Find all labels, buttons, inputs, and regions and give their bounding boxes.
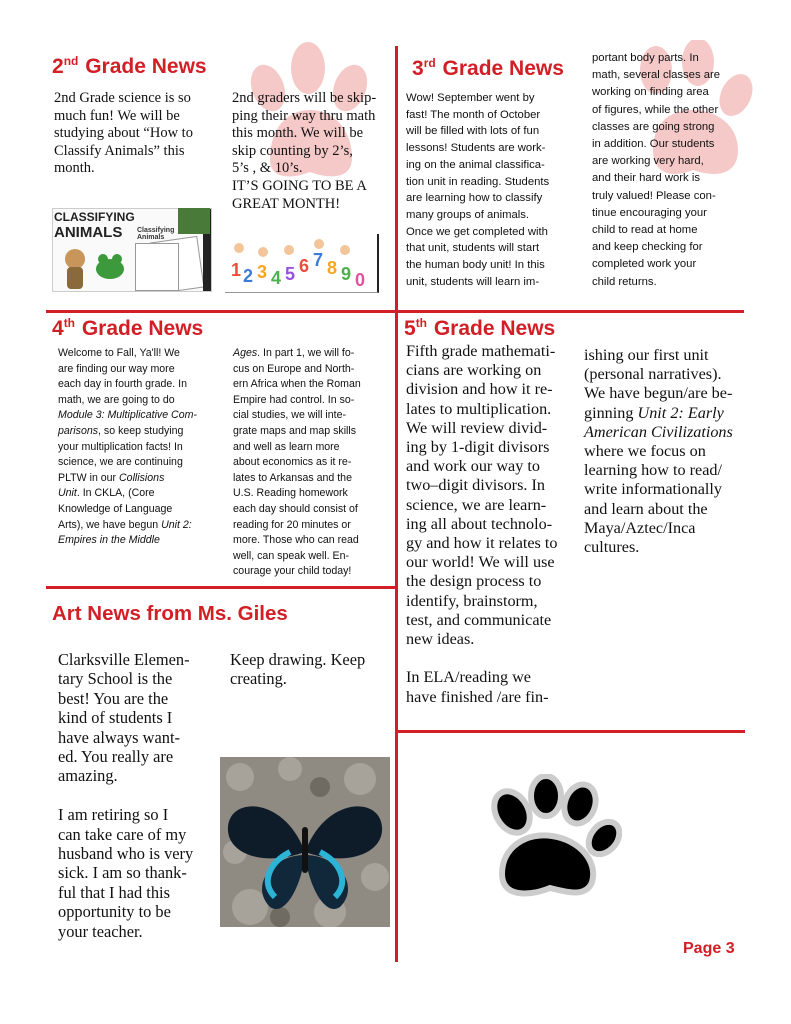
digit-2: 2 bbox=[243, 266, 254, 286]
digit-0: 0 bbox=[355, 270, 366, 290]
worksheet-sheet bbox=[135, 243, 179, 291]
art-heading: Art News from Ms. Giles bbox=[52, 602, 288, 625]
grade4-heading: 4th Grade News bbox=[52, 316, 204, 340]
grade4-text-col2: Ages. In part 1, we will fo- cus on Europe and North- ern Africa when the Roman Empire had control. In so- cial studies, we will inte- grate maps and map skills and well as learn more about economics as it re- lates to Arkansas and the U.S. Reading homework each day should consist of reading for 20 minutes or more. Those who can read well, can speak well. En- courage your child today! bbox=[233, 347, 361, 578]
grade5-heading: 5th Grade News bbox=[404, 316, 556, 340]
grade2-text-col2b: IT’S GOING TO BE A GREAT MONTH! bbox=[232, 178, 367, 212]
digit-1: 1 bbox=[231, 260, 242, 280]
image-title-line2: ANIMALS bbox=[54, 224, 123, 241]
butterfly-photo bbox=[220, 757, 390, 927]
counting-kids-image bbox=[225, 234, 379, 293]
art-text-col1: Clarksville Elemen- tary School is the best! You are the kind of students I have always want- ed. You really are amazing. I am retiring so I can take care of my husband who is very sick. I am so thank- ful that I had this opportunity to be your teacher. bbox=[58, 650, 194, 941]
row-divider-1 bbox=[46, 310, 744, 313]
grade3-text-col1: Wow! September went by fast! The month of October will be filled with lots of fun lessons! Students are work- ing on the animal classifica- tion unit in reading. Students are learning how to classify many groups of animals. Once we get completed with that unit, students will start the human body unit! In this unit, students will learn im- bbox=[406, 92, 550, 288]
digit-5: 5 bbox=[285, 264, 296, 284]
image-title-line1: CLASSIFYING bbox=[54, 210, 135, 224]
grade4-text-col1: Welcome to Fall, Ya'll! We are finding our way more each day in fourth grade. In math, we are going to do Module 3: Multiplicative Com- parisons, so keep studying your multiplication facts! In science, we are continuing PLTW in our Collisions Unit. In CKLA, (Core Knowledge of Language Arts), we have begun Unit 2: Empires in the Middle bbox=[58, 347, 197, 547]
grade2-heading: 2nd Grade News bbox=[52, 54, 207, 78]
digit-3: 3 bbox=[257, 262, 268, 282]
digit-8: 8 bbox=[327, 258, 338, 278]
digit-7: 7 bbox=[313, 250, 324, 270]
number-digits-graphic bbox=[227, 238, 373, 290]
digit-6: 6 bbox=[299, 256, 310, 276]
grade2-text-col2a: 2nd graders will be skip- ping their way thru math this month. We will be skip counting by 2’s, 5’s , & 10’s. bbox=[232, 90, 377, 176]
paw-print-icon bbox=[480, 774, 622, 904]
image-subtitle: Classifying Animals bbox=[137, 227, 175, 241]
row-divider-right bbox=[395, 730, 745, 733]
grade3-heading: 3rd Grade News bbox=[412, 56, 564, 80]
row-divider-art bbox=[46, 586, 398, 589]
plant-picture bbox=[178, 208, 210, 234]
page-number: Page 3 bbox=[683, 940, 735, 957]
art-text-col2: Keep drawing. Keep creating. bbox=[230, 650, 366, 689]
grade3-text-col2: portant body parts. In math, several classes are working on finding area of figures, while the other classes are going strong in addition. Our students are working very hard, and their hard work is truly valued! Please con- tinue encouraging your child to read at home and keep checking for completed work your child returns. bbox=[592, 52, 721, 288]
butterfly-graphic bbox=[220, 757, 390, 927]
frog-icon bbox=[93, 249, 127, 283]
grade5-text-col1: Fifth grade mathemati- cians are working on division and how it re- lates to multiplication. We will review divid- ing by 1-digit divisors and work our way to two–digit divisors. In science, we are learn- ing all about technolo- gy and how it relates to our world! We will use the design process to identify, brainstorm, test, and communicate new ideas. In ELA/reading we have finished /are fin- bbox=[406, 342, 558, 706]
grade2-text-col1: 2nd Grade science is so much fun! We will be studying about “How to Classify Animals” this month. bbox=[54, 90, 193, 176]
digit-9: 9 bbox=[341, 264, 352, 284]
cartoon-animal-icon bbox=[57, 245, 93, 291]
digit-4: 4 bbox=[271, 268, 282, 288]
grade5-text-col2: ishing our first unit (personal narratives). We have begun/are be- ginning Unit 2: Early American Civilizations where we focus on learning how to read/ write informationally and learn about the Maya/Aztec/Inca cultures. bbox=[584, 346, 733, 557]
